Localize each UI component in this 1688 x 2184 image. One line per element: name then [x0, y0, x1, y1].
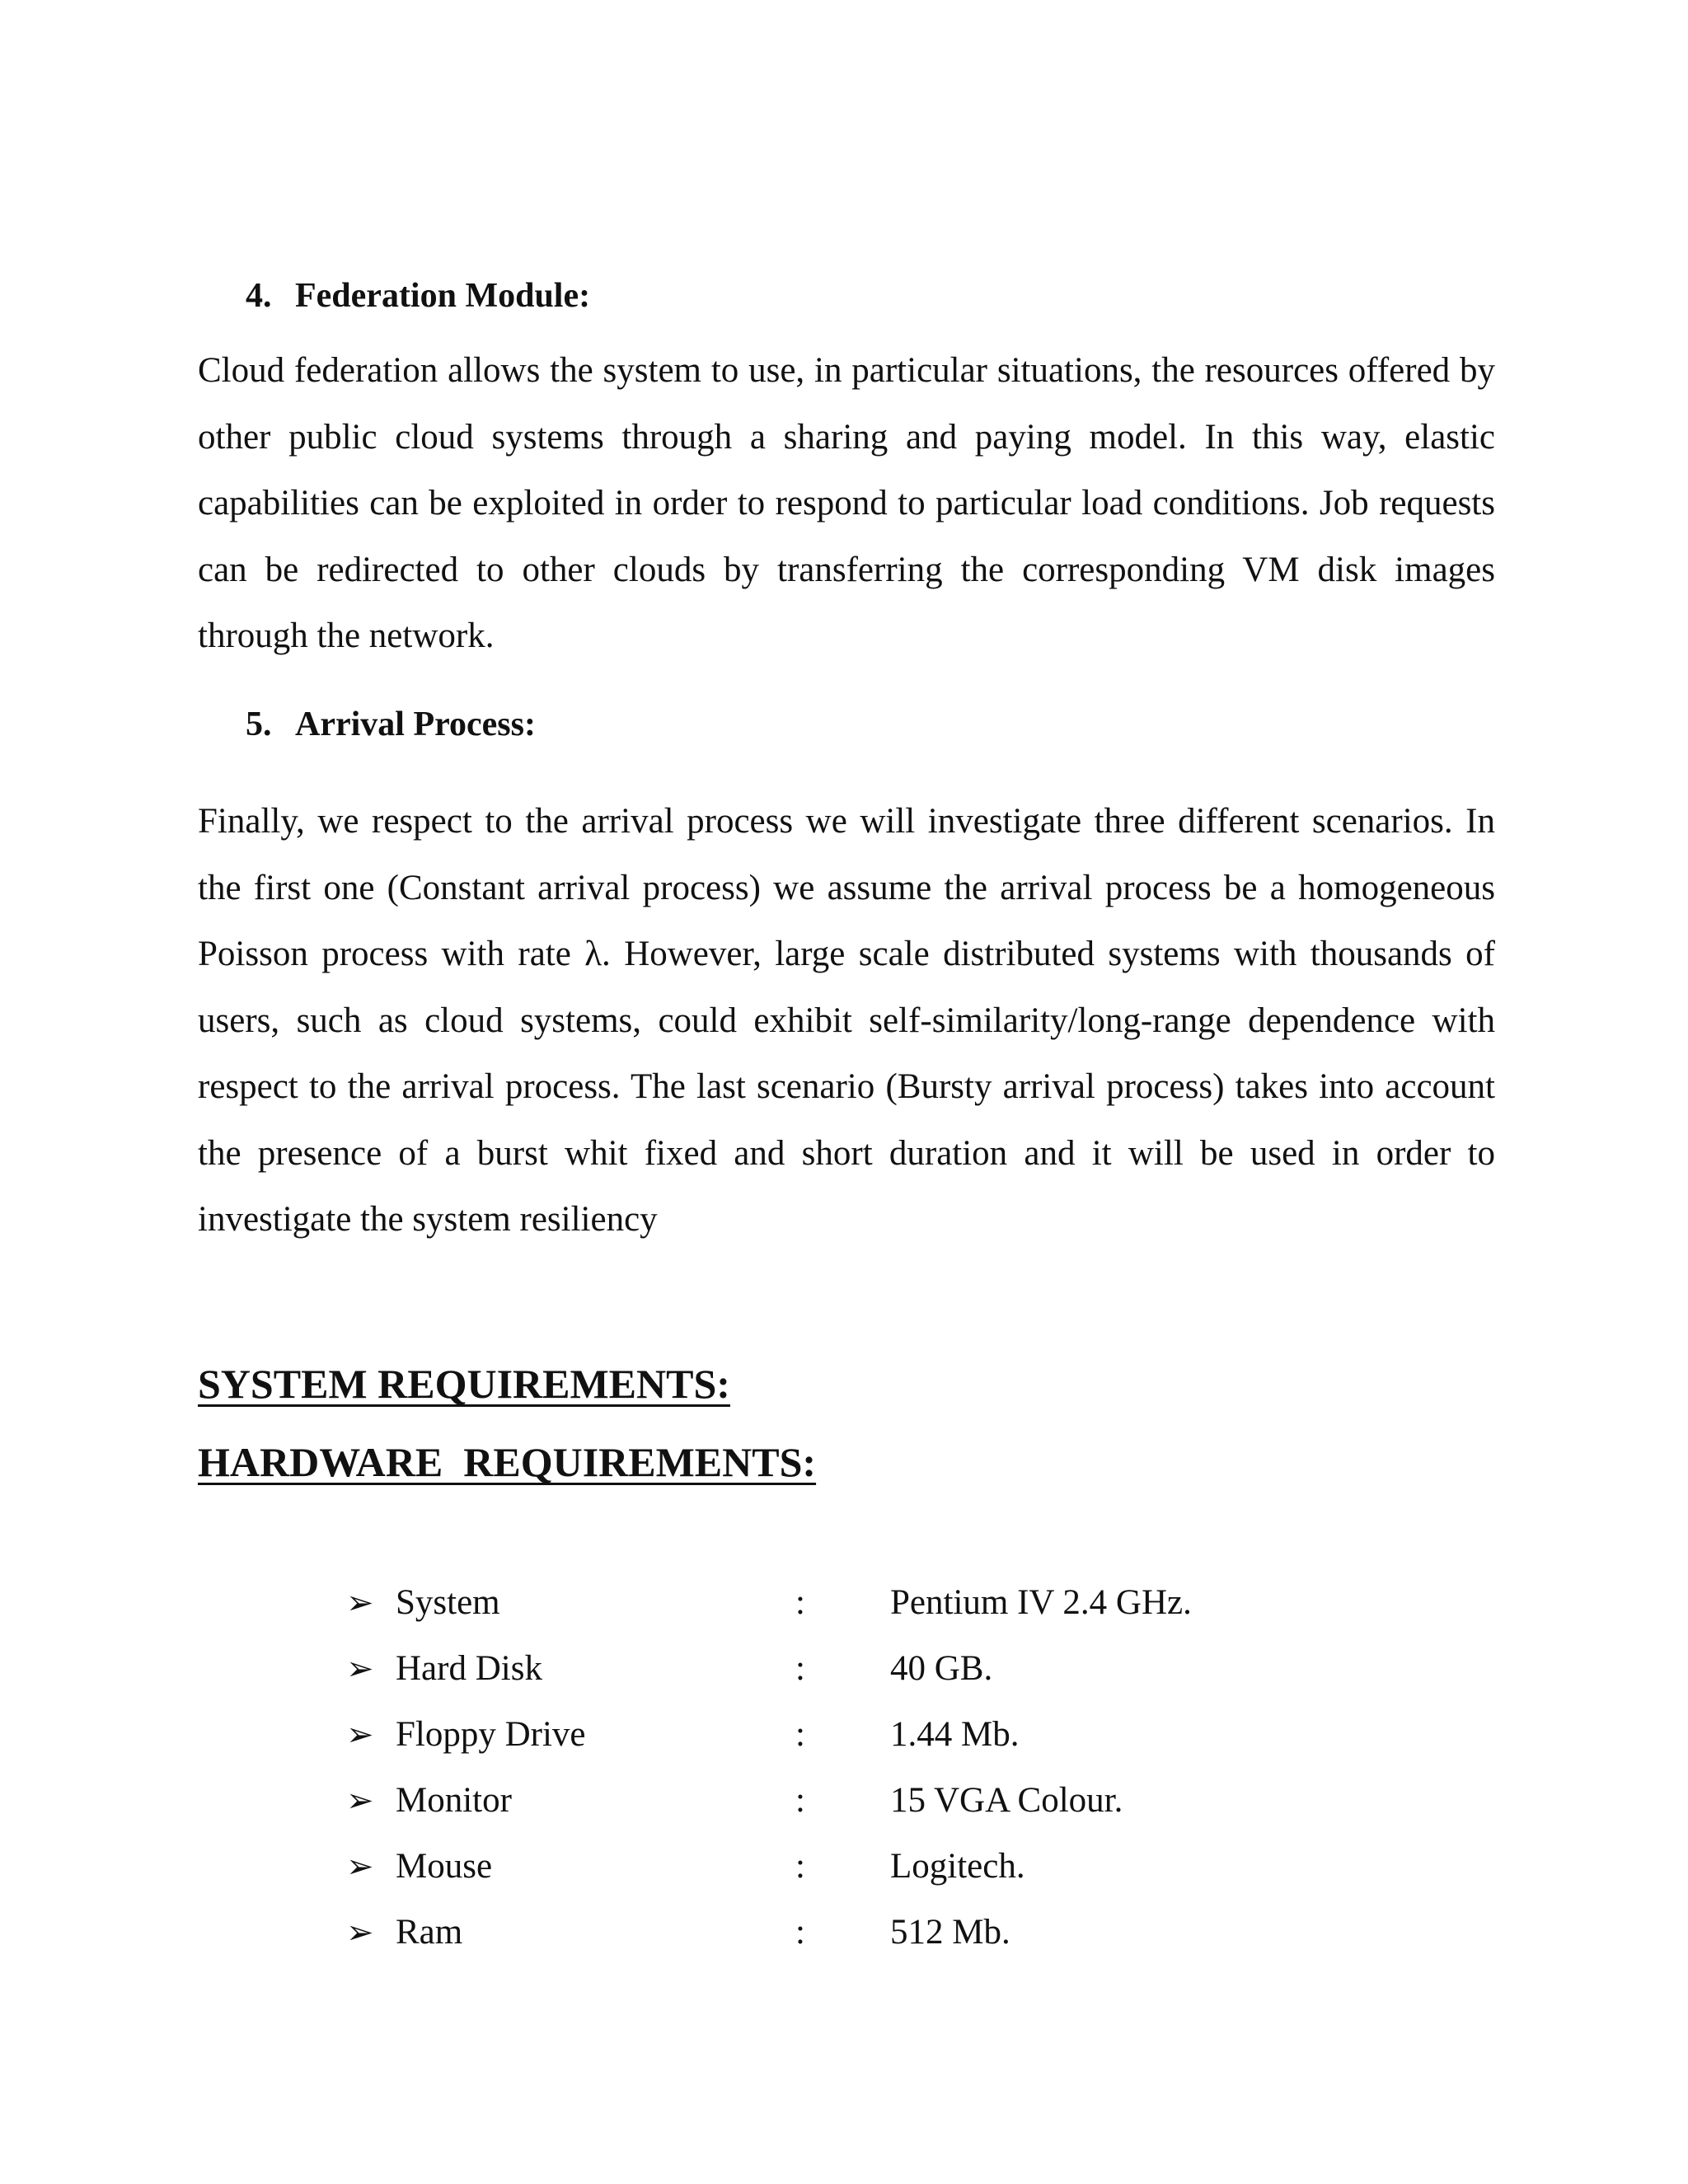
- section-title: Federation Module:: [295, 277, 591, 315]
- requirement-separator: :: [795, 1847, 805, 1886]
- requirement-label: Ram: [396, 1913, 463, 1952]
- requirement-separator: :: [795, 1781, 805, 1820]
- requirement-label: Mouse: [396, 1847, 493, 1886]
- requirement-separator: :: [795, 1715, 805, 1754]
- requirement-separator: :: [795, 1913, 805, 1952]
- list-item: [346, 1768, 1335, 1834]
- list-item: [346, 1834, 1335, 1900]
- list-item: [346, 1702, 1335, 1768]
- requirement-value: 15 VGA Colour.: [890, 1781, 1123, 1820]
- arrow-bullet-icon: ➢: [346, 1914, 374, 1951]
- section-number: 4.: [246, 277, 272, 315]
- section-title: Arrival Process:: [295, 705, 536, 743]
- arrow-bullet-icon: ➢: [346, 1584, 374, 1621]
- paragraph-arrival-process: Finally, we respect to the arrival process we will investigate three different scenarios. In the first one (Constant arrival process) we assume the arrival process be a homogeneous Poisson process with rate λ. However, large scale distributed systems with thousands of users, such as cloud systems, could exhibit self-similarity/long-range dependence with respect to the arrival process. The last scenario (Bursty arrival process) takes into account the presence of a burst whit fixed and short duration and it will be used in order to investigate the system resiliency: [198, 802, 1495, 1239]
- requirement-label: System: [396, 1583, 500, 1622]
- arrow-bullet-icon: ➢: [346, 1650, 374, 1687]
- list-item: [346, 1636, 1335, 1702]
- requirement-label: Monitor: [396, 1781, 512, 1820]
- section-heading-federation-module: [246, 276, 590, 316]
- requirement-label: Hard Disk: [396, 1649, 542, 1688]
- paragraph-federation-module: Cloud federation allows the system to use, in particular situations, the resources offered by other public cloud systems through a sharing and paying model. In this way, elastic capabilities can be exploited in order to respond to particular load conditions. Job requests can be redirected to other clouds by transferring the corresponding VM disk images through the network.: [198, 351, 1495, 655]
- section-number: 5.: [246, 705, 272, 743]
- requirement-value: 40 GB.: [890, 1649, 993, 1688]
- requirement-value: Logitech.: [890, 1847, 1025, 1886]
- requirement-label: Floppy Drive: [396, 1715, 586, 1754]
- section-heading-arrival-process: [246, 705, 536, 744]
- requirement-separator: :: [795, 1649, 805, 1688]
- list-item: [346, 1900, 1335, 1966]
- arrow-bullet-icon: ➢: [346, 1782, 374, 1819]
- arrow-bullet-icon: ➢: [346, 1716, 374, 1753]
- hardware-requirements-list: [346, 1570, 1335, 1966]
- requirement-value: Pentium IV 2.4 GHz.: [890, 1583, 1192, 1622]
- requirement-value: 1.44 Mb.: [890, 1715, 1020, 1754]
- list-item: [346, 1570, 1335, 1636]
- requirement-separator: :: [795, 1583, 805, 1622]
- arrow-bullet-icon: ➢: [346, 1848, 374, 1885]
- requirement-value: 512 Mb.: [890, 1913, 1010, 1952]
- system-requirements-heading: SYSTEM REQUIREMENTS:: [198, 1361, 730, 1407]
- hardware-requirements-heading: HARDWARE REQUIREMENTS:: [198, 1439, 817, 1485]
